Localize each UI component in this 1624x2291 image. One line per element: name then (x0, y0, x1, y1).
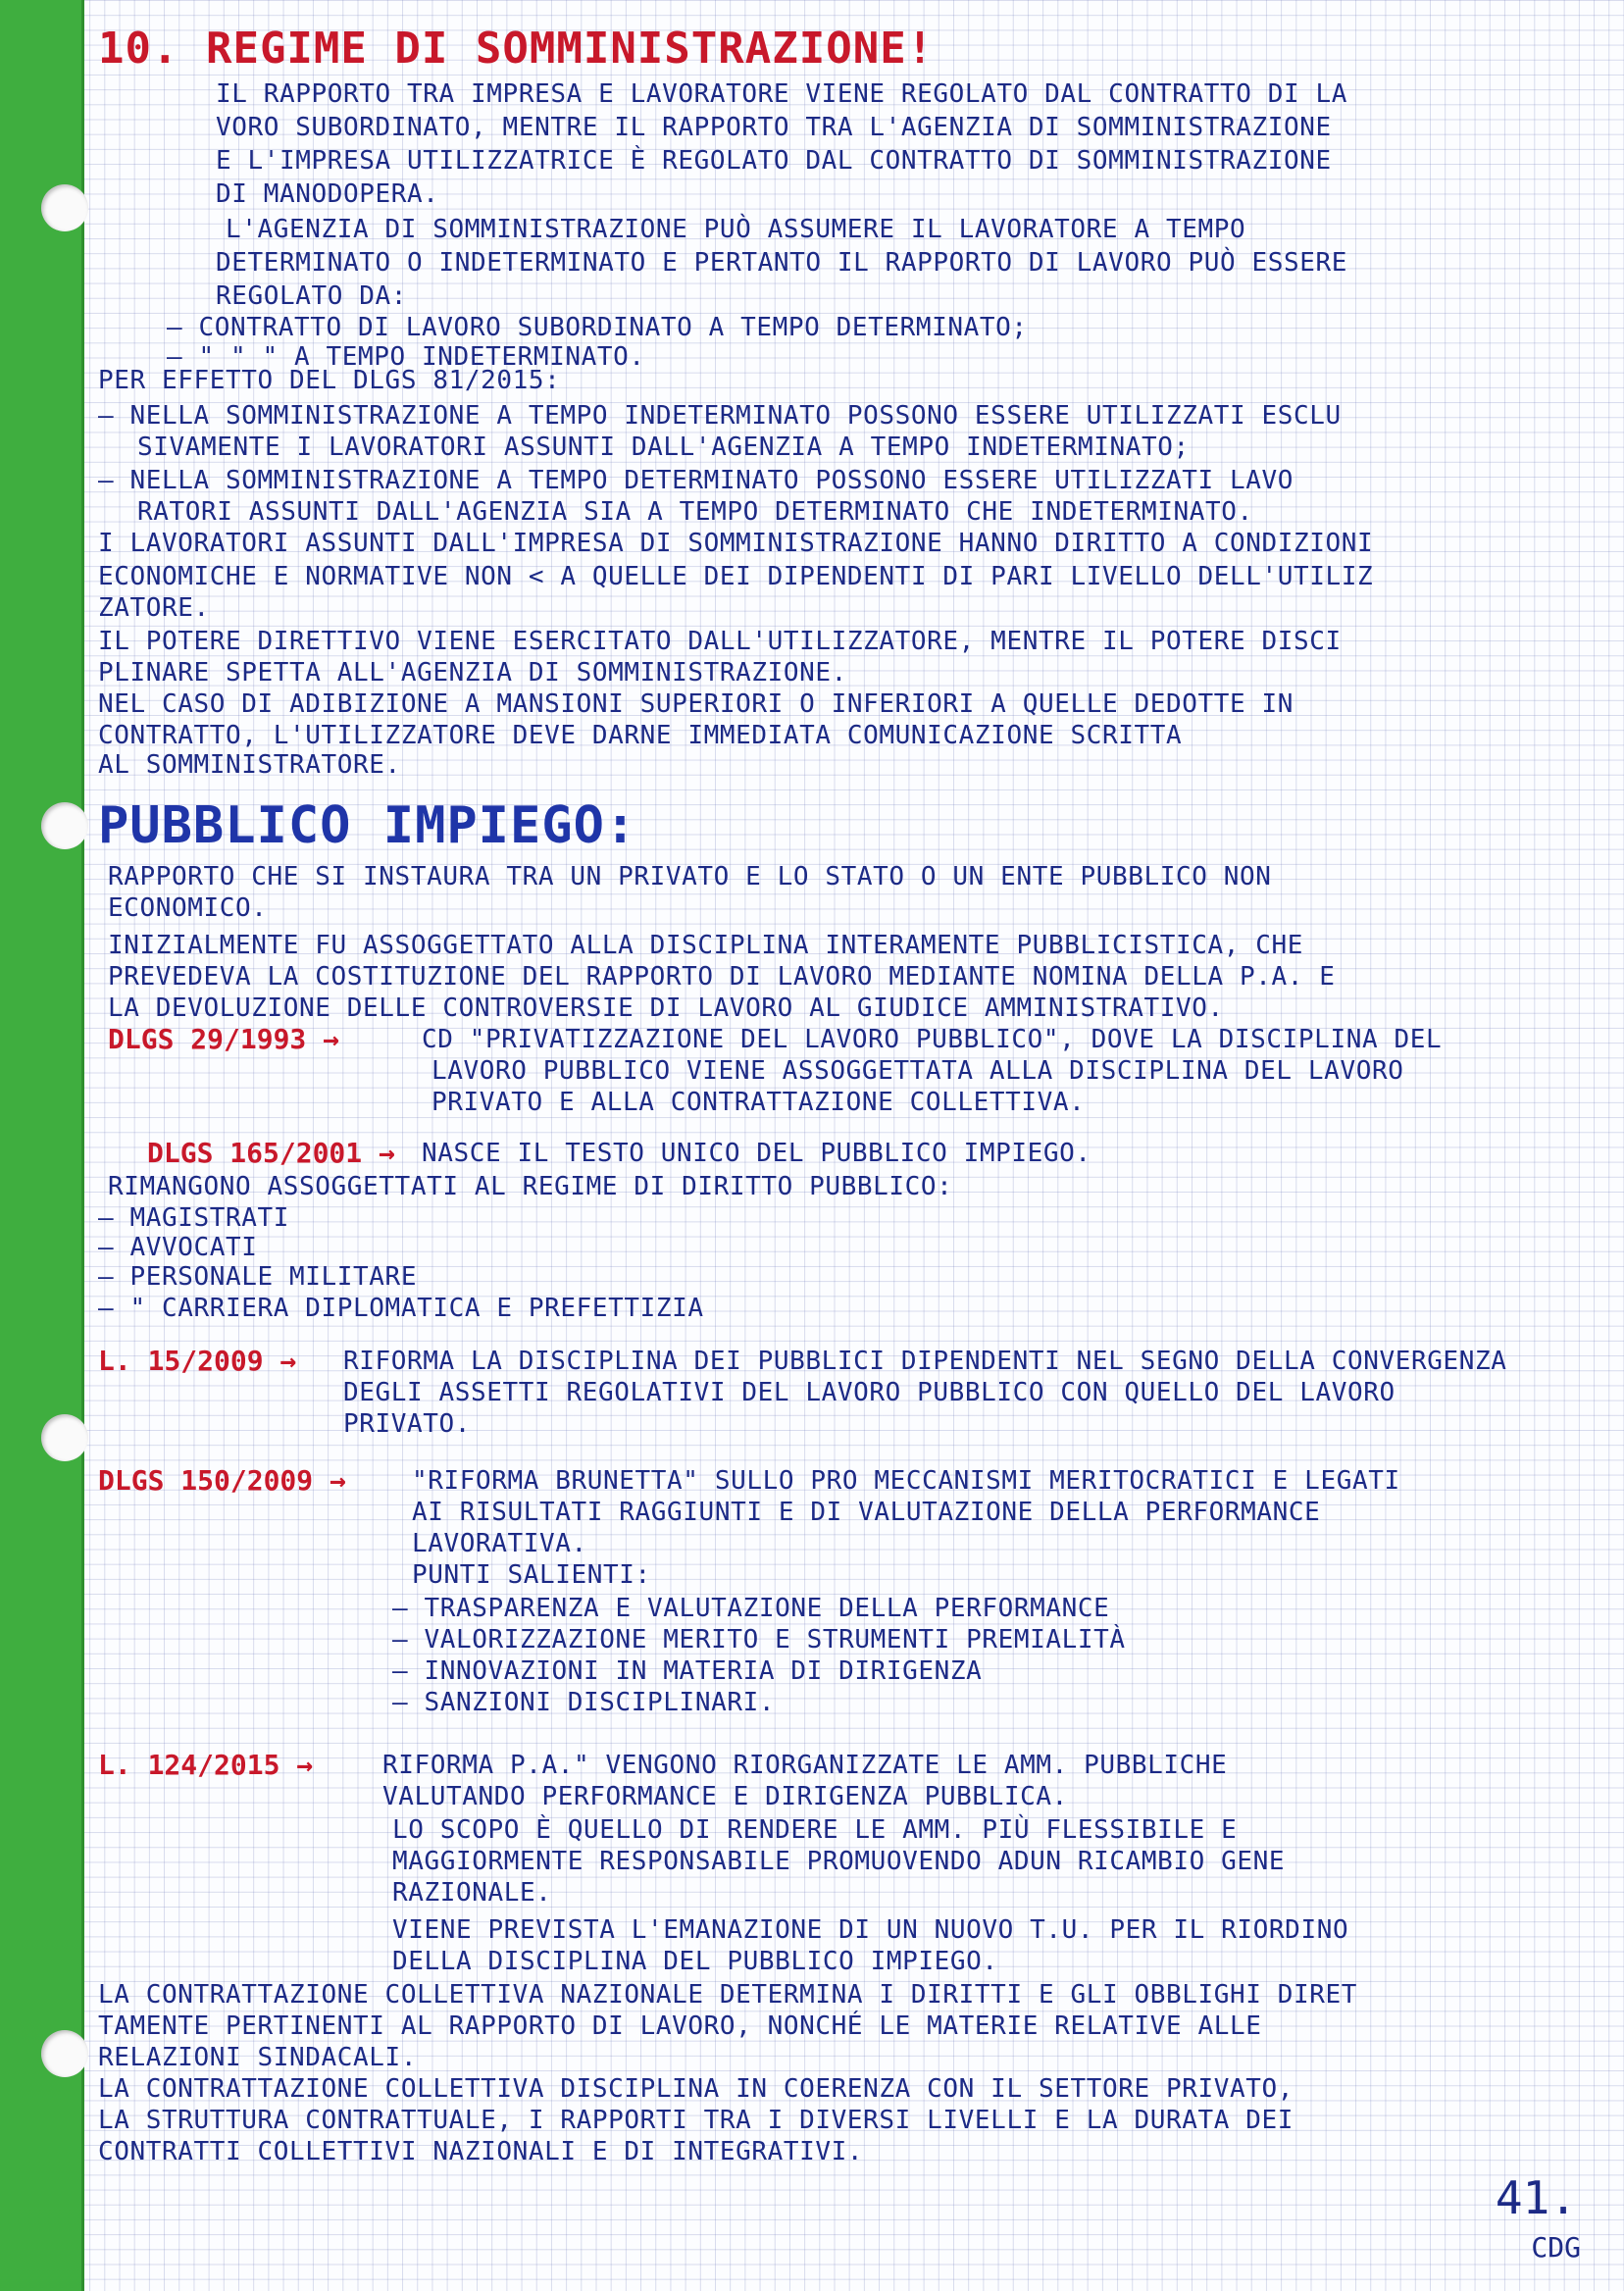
text-line: PRIVATO E ALLA CONTRATTAZIONE COLLETTIVA. (431, 1088, 1086, 1117)
text-line: RIFORMA P.A." VENGONO RIORGANIZZATE LE AMM. PUBBLICHE (382, 1751, 1228, 1780)
text-line: NEL CASO DI ADIBIZIONE A MANSIONI SUPERIORI O INFERIORI A QUELLE DEDOTTE IN (98, 689, 1294, 719)
text-line: NASCE IL TESTO UNICO DEL PUBBLICO IMPIEGO. (422, 1139, 1091, 1168)
page-number: 41. (1495, 2171, 1577, 2224)
text-line: CD "PRIVATIZZAZIONE DEL LAVORO PUBBLICO", DOVE LA DISCIPLINA DEL (422, 1025, 1443, 1054)
law-reference: L. 124/2015 → (98, 1749, 314, 1781)
text-line: PRIVATO. (343, 1409, 472, 1439)
text-line: L'AGENZIA DI SOMMINISTRAZIONE PUÒ ASSUMERE IL LAVORATORE A TEMPO (226, 215, 1246, 244)
text-line: CONTRATTO, L'UTILIZZATORE DEVE DARNE IMMEDIATA COMUNICAZIONE SCRITTA (98, 721, 1183, 750)
text-line: VIENE PREVISTA L'EMANAZIONE DI UN NUOVO T.U. PER IL RIORDINO (392, 1915, 1349, 1945)
text-line: LA STRUTTURA CONTRATTUALE, I RAPPORTI TRA I DIVERSI LIVELLI E LA DURATA DEI (98, 2106, 1294, 2135)
text-line: IL RAPPORTO TRA IMPRESA E LAVORATORE VIENE REGOLATO DAL CONTRATTO DI LA (216, 79, 1347, 109)
text-line: DETERMINATO O INDETERMINATO E PERTANTO IL RAPPORTO DI LAVORO PUÒ ESSERE (216, 248, 1347, 278)
text-line: AI RISULTATI RAGGIUNTI E DI VALUTAZIONE DELLA PERFORMANCE (412, 1498, 1321, 1527)
text-line: RIMANGONO ASSOGGETTATI AL REGIME DI DIRITTO PUBBLICO: (108, 1172, 953, 1201)
text-line: VORO SUBORDINATO, MENTRE IL RAPPORTO TRA L'AGENZIA DI SOMMINISTRAZIONE (216, 113, 1332, 142)
section-heading-pubblico-impiego: PUBBLICO IMPIEGO: (98, 796, 637, 855)
text-line: LA CONTRATTAZIONE COLLETTIVA NAZIONALE DETERMINA I DIRITTI E GLI OBBLIGHI DIRET (98, 1980, 1358, 2010)
text-line: DEGLI ASSETTI REGOLATIVI DEL LAVORO PUBBLICO CON QUELLO DEL LAVORO (343, 1378, 1396, 1407)
law-reference: DLGS 29/1993 → (108, 1023, 340, 1055)
page-tag: CDG (1531, 2231, 1581, 2264)
text-line: VALUTANDO PERFORMANCE E DIRIGENZA PUBBLICA. (382, 1782, 1068, 1811)
text-line: LA CONTRATTAZIONE COLLETTIVA DISCIPLINA IN COERENZA CON IL SETTORE PRIVATO, (98, 2074, 1294, 2104)
list-item: — SANZIONI DISCIPLINARI. (392, 1688, 776, 1717)
text-line: TAMENTE PERTINENTI AL RAPPORTO DI LAVORO, NONCHÉ LE MATERIE RELATIVE ALLE (98, 2011, 1262, 2041)
text-line: LAVORO PUBBLICO VIENE ASSOGGETTATA ALLA DISCIPLINA DEL LAVORO (431, 1056, 1404, 1086)
list-item: — MAGISTRATI (98, 1203, 290, 1233)
text-line: CONTRATTI COLLETTIVI NAZIONALI E DI INTEGRATIVI. (98, 2137, 864, 2166)
text-line: INIZIALMENTE FU ASSOGGETTATO ALLA DISCIPLINA INTERAMENTE PUBBLICISTICA, CHE (108, 931, 1303, 960)
text-line: IL POTERE DIRETTIVO VIENE ESERCITATO DALL'UTILIZZATORE, MENTRE IL POTERE DISCI (98, 627, 1342, 656)
law-reference: L. 15/2009 → (98, 1345, 297, 1377)
binder-hole (41, 802, 88, 849)
binder-hole (41, 2030, 88, 2077)
text-line: PREVEDEVA LA COSTITUZIONE DEL RAPPORTO DI LAVORO MEDIANTE NOMINA DELLA P.A. E (108, 962, 1336, 992)
text-line: AL SOMMINISTRATORE. (98, 750, 401, 780)
binder-hole (41, 1414, 88, 1461)
list-item: — NELLA SOMMINISTRAZIONE A TEMPO INDETERMINATO POSSONO ESSERE UTILIZZATI ESCLU (98, 401, 1342, 431)
text-line: RATORI ASSUNTI DALL'AGENZIA SIA A TEMPO DETERMINATO CHE INDETERMINATO. (137, 497, 1253, 527)
text-line: LO SCOPO È QUELLO DI RENDERE LE AMM. PIÙ FLESSIBILE E (392, 1815, 1238, 1845)
list-item: — " " " A TEMPO INDETERMINATO. (167, 342, 645, 372)
text-line: ZATORE. (98, 593, 210, 623)
text-line: PER EFFETTO DEL DLGS 81/2015: (98, 366, 561, 395)
text-line: I LAVORATORI ASSUNTI DALL'IMPRESA DI SOMMINISTRAZIONE HANNO DIRITTO A CONDIZIONI (98, 529, 1374, 558)
text-line: PUNTI SALIENTI: (412, 1560, 651, 1590)
list-item: — " CARRIERA DIPLOMATICA E PREFETTIZIA (98, 1294, 704, 1323)
text-line: ECONOMICHE E NORMATIVE NON < A QUELLE DEI DIPENDENTI DI PARI LIVELLO DELL'UTILIZ (98, 562, 1374, 591)
text-line: LAVORATIVA. (412, 1529, 587, 1558)
text-line: RIFORMA LA DISCIPLINA DEI PUBBLICI DIPENDENTI NEL SEGNO DELLA CONVERGENZA (343, 1347, 1507, 1376)
list-item: — INNOVAZIONI IN MATERIA DI DIRIGENZA (392, 1656, 983, 1686)
text-line: RAPPORTO CHE SI INSTAURA TRA UN PRIVATO E LO STATO O UN ENTE PUBBLICO NON (108, 862, 1272, 891)
list-item: — NELLA SOMMINISTRAZIONE A TEMPO DETERMINATO POSSONO ESSERE UTILIZZATI LAVO (98, 466, 1294, 495)
text-line: DI MANODOPERA. (216, 179, 439, 209)
green-margin-band (0, 0, 84, 2291)
list-item: — VALORIZZAZIONE MERITO E STRUMENTI PREMIALITÀ (392, 1625, 1126, 1655)
text-line: LA DEVOLUZIONE DELLE CONTROVERSIE DI LAVORO AL GIUDICE AMMINISTRATIVO. (108, 993, 1224, 1023)
handwritten-notes (98, 20, 1599, 2275)
text-line: DELLA DISCIPLINA DEL PUBBLICO IMPIEGO. (392, 1947, 998, 1976)
text-line: E L'IMPRESA UTILIZZATRICE È REGOLATO DAL CONTRATTO DI SOMMINISTRAZIONE (216, 146, 1332, 176)
list-item: — AVVOCATI (98, 1233, 258, 1262)
list-item: — TRASPARENZA E VALUTAZIONE DELLA PERFORMANCE (392, 1594, 1110, 1623)
list-item: — PERSONALE MILITARE (98, 1262, 418, 1292)
text-line: SIVAMENTE I LAVORATORI ASSUNTI DALL'AGENZIA A TEMPO INDETERMINATO; (137, 433, 1190, 462)
text-line: PLINARE SPETTA ALL'AGENZIA DI SOMMINISTRAZIONE. (98, 658, 847, 687)
text-line: MAGGIORMENTE RESPONSABILE PROMUOVENDO ADUN RICAMBIO GENE (392, 1847, 1286, 1876)
text-line: "RIFORMA BRUNETTA" SULLO PRO MECCANISMI MERITOCRATICI E LEGATI (412, 1466, 1400, 1496)
section-heading-somministrazione: 10. REGIME DI SOMMINISTRAZIONE! (98, 24, 935, 74)
text-line: ECONOMICO. (108, 893, 268, 923)
law-reference: DLGS 150/2009 → (98, 1464, 346, 1497)
law-reference: DLGS 165/2001 → (147, 1137, 395, 1169)
text-line: RAZIONALE. (392, 1878, 552, 1908)
list-item: — CONTRATTO DI LAVORO SUBORDINATO A TEMPO DETERMINATO; (167, 313, 1028, 342)
text-line: RELAZIONI SINDACALI. (98, 2043, 418, 2072)
text-line: REGOLATO DA: (216, 281, 408, 311)
binder-hole (41, 184, 88, 231)
